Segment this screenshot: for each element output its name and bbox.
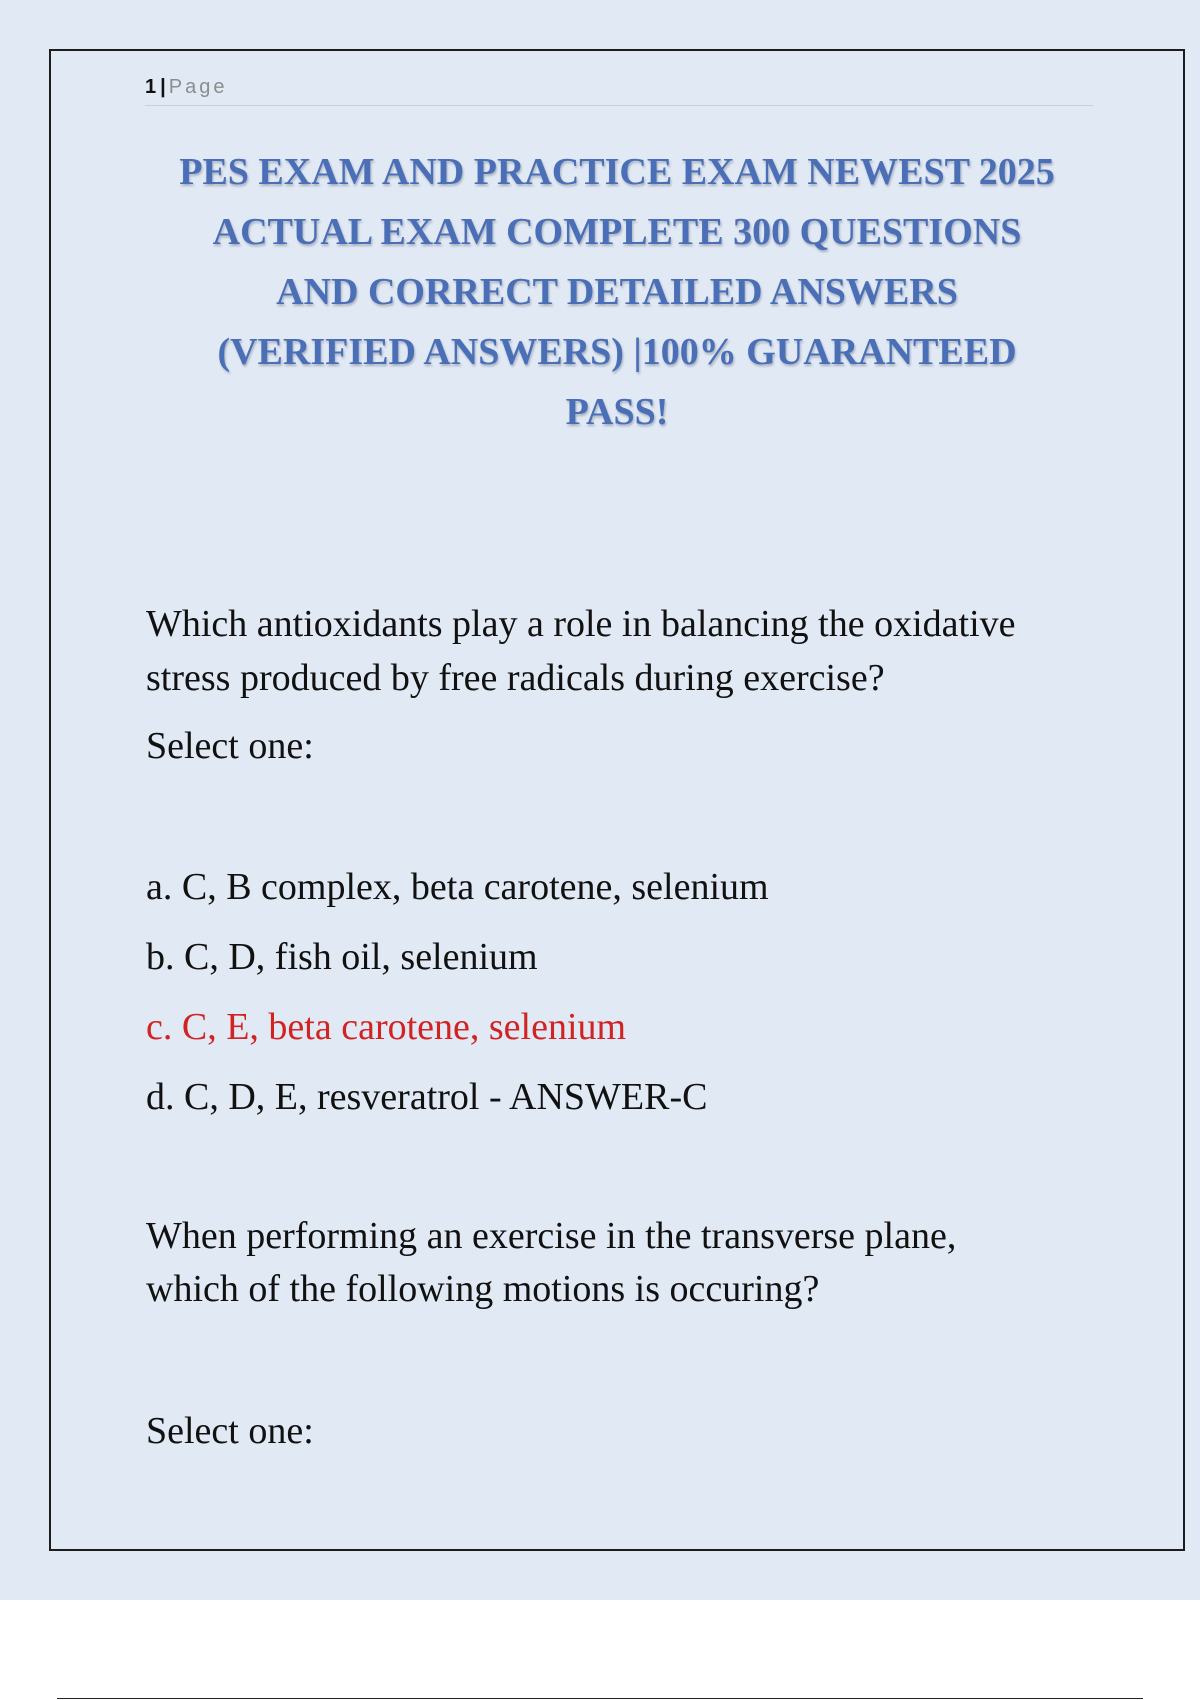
title-line: ACTUAL EXAM COMPLETE 300 QUESTIONS (212, 211, 1022, 253)
option-c-correct: c. C, E, beta carotene, selenium (146, 1006, 627, 1048)
question-1-line-2: stress produced by free radicals during exercise? (146, 657, 885, 699)
option-d: d. C, D, E, resveratrol - ANSWER-C (146, 1076, 708, 1118)
document-title (120, 142, 1114, 442)
option-b: b. C, D, fish oil, selenium (146, 936, 538, 978)
option-a: a. C, B complex, beta carotene, selenium (146, 866, 769, 908)
question-1-prompt: Select one: (146, 725, 314, 767)
title-line: AND CORRECT DETAILED ANSWERS (276, 271, 958, 313)
title-line: (VERIFIED ANSWERS) |100% GUARANTEED (217, 331, 1017, 373)
page-header (145, 74, 1093, 106)
question-2-line-1: When performing an exercise in the transverse plane, (146, 1215, 957, 1257)
page-separator: | (160, 76, 166, 98)
footer-divider (57, 1698, 1143, 1699)
question-1-line-1: Which antioxidants play a role in balancing the oxidative (146, 603, 1016, 645)
page-number: 1 (145, 76, 158, 98)
question-2-prompt: Select one: (146, 1410, 314, 1452)
page-word: Page (168, 76, 228, 98)
question-2-line-2: which of the following motions is occuring? (146, 1268, 820, 1310)
title-line: PES EXAM AND PRACTICE EXAM NEWEST 2025 (179, 151, 1055, 193)
title-line: PASS! (565, 391, 669, 433)
